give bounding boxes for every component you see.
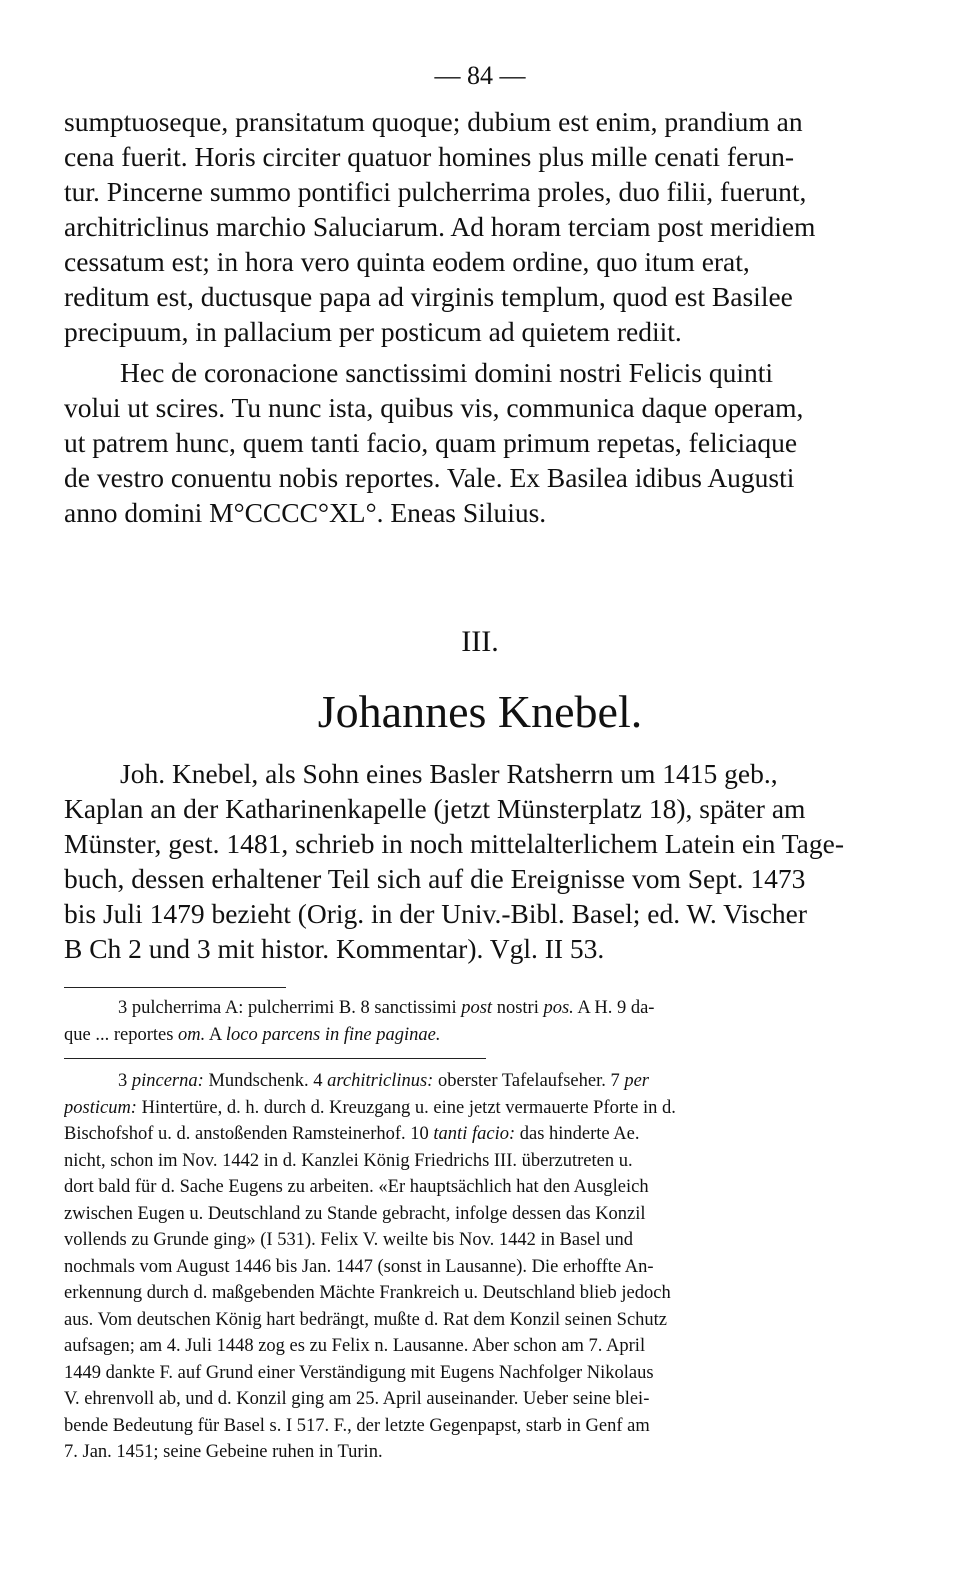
text-line: tur. Pincerne summo pontifici pulcherrima proles, duo filii, fuerunt, xyxy=(64,176,807,207)
italic-text: architriclinus: xyxy=(327,1071,434,1091)
footnote-line xyxy=(64,1360,894,1387)
italic-text: pos. xyxy=(543,998,574,1018)
text-line: cena fuerit. Horis circiter quatuor homines plus mille cenati ferun- xyxy=(64,141,795,172)
text-line: bis Juli 1479 bezieht (Orig. in der Univ.-Bibl. Basel; ed. W. Vischer xyxy=(64,898,808,929)
footnote-line xyxy=(64,1068,894,1095)
text-line: sumptuoseque, pransitatum quoque; dubium est enim, prandium an xyxy=(64,106,803,137)
footnote-line xyxy=(64,1413,894,1440)
note-text: Bischofshof u. d. anstoßenden Ramsteinerhof. 10 xyxy=(64,1124,434,1144)
footnote-rule xyxy=(64,1058,486,1059)
footnote-line xyxy=(64,1386,894,1413)
page-number: — 84 — xyxy=(434,61,526,90)
footnote-line xyxy=(64,1095,894,1122)
text-line: volui ut scires. Tu nunc ista, quibus vis, communica daque operam, xyxy=(64,392,804,423)
text-line: buch, dessen erhaltener Teil sich auf die Ereignisse vom Sept. 1473 xyxy=(64,863,806,894)
note-text: das hinderte Ae. xyxy=(515,1124,640,1144)
letter-closing xyxy=(64,355,896,530)
note-text: nicht, schon im Nov. 1442 in d. Kanzlei König Friedrichs III. überzutreten u. xyxy=(64,1150,633,1171)
footnote-line xyxy=(64,1121,894,1148)
note-text: zwischen Eugen u. Deutschland zu Stande gebracht, infolge dessen das Konzil xyxy=(64,1203,646,1224)
note-text: aus. Vom deutschen König hart bedrängt, mußte d. Rat dem Konzil seinen Schutz xyxy=(64,1309,668,1330)
italic-text: om. xyxy=(178,1024,206,1045)
italic-text: post xyxy=(461,998,493,1018)
apparatus-line xyxy=(64,1022,894,1049)
text-line: architriclinus marchio Saluciarum. Ad horam terciam post meridiem xyxy=(64,211,816,242)
footnotes xyxy=(64,1068,894,1466)
text-line: precipuum, in pallacium per posticum ad quietem rediit. xyxy=(64,316,682,347)
text-line: Münster, gest. 1481, schrieb in noch mittelalterlichem Latein ein Tage- xyxy=(64,828,844,859)
footnote-line xyxy=(64,1254,894,1281)
footnote-line xyxy=(64,1201,894,1228)
text-line: cessatum est; in hora vero quinta eodem ordine, quo itum erat, xyxy=(64,246,750,277)
note-text: Mundschenk. 4 xyxy=(203,1071,328,1091)
italic-text: pincerna: xyxy=(131,1071,204,1091)
text-line: anno domini M°CCCC°XL°. Eneas Siluius. xyxy=(64,497,547,528)
note-text: que ... reportes xyxy=(64,1024,179,1045)
note-text: dort bald für d. Sache Eugens zu arbeiten. «Er hauptsächlich hat den Ausgleich xyxy=(64,1177,649,1197)
italic-text: tanti facio: xyxy=(433,1124,516,1144)
text-line: B Ch 2 und 3 mit histor. Kommentar). Vgl. II 53. xyxy=(64,933,605,964)
apparatus-line xyxy=(64,995,894,1022)
footnote-line xyxy=(64,1227,894,1254)
italic-text: loco parcens in fine paginae. xyxy=(225,1024,441,1045)
footnote-line xyxy=(64,1439,894,1466)
text-line: Hec de coronacione sanctissimi domini nostri Felicis quinti xyxy=(120,357,774,388)
footnote-line xyxy=(64,1174,894,1201)
text-line: Kaplan an der Katharinenkapelle (jetzt Münsterplatz 18), später am xyxy=(64,793,806,824)
note-text: erkennung durch d. maßgebenden Mächte Frankreich u. Deutschland blieb jedoch xyxy=(64,1283,671,1303)
note-text: nochmals vom August 1446 bis Jan. 1447 (sonst in Lausanne). Die erhoffte An- xyxy=(64,1256,654,1277)
footnote-line xyxy=(64,1333,894,1360)
text-line: reditum est, ductusque papa ad virginis templum, quod est Basilee xyxy=(64,281,793,312)
note-text: Hintertüre, d. h. durch d. Kreuzgang u. eine jetzt vermauerte Pforte in d. xyxy=(136,1097,676,1118)
note-text: V. ehrenvoll ab, und d. Konzil ging am 25. April auseinander. Ueber seine blei- xyxy=(64,1389,650,1409)
footnote-line xyxy=(64,1280,894,1307)
note-text: nostri xyxy=(492,998,544,1018)
section-number: III. xyxy=(461,625,499,658)
section-title: Johannes Knebel. xyxy=(317,686,643,737)
note-text: aufsagen; am 4. Juli 1448 zog es zu Felix n. Lausanne. Aber schon am 7. April xyxy=(64,1336,646,1356)
text-line: de vestro conuentu nobis reportes. Vale. Ex Basilea idibus Augusti xyxy=(64,462,795,493)
critical-apparatus xyxy=(64,995,894,1048)
footnote-line xyxy=(64,1148,894,1175)
note-text: 3 pulcherrima A: pulcherrimi B. 8 sanctissimi xyxy=(118,998,462,1018)
text-line: ut patrem hunc, quem tanti facio, quam primum repetas, feliciaque xyxy=(64,427,798,458)
note-text: 1449 dankte F. auf Grund einer Verständigung mit Eugens Nachfolger Nikolaus xyxy=(64,1362,654,1383)
note-text: vollends zu Grunde ging» (I 531). Felix V. weilte bis Nov. 1442 in Basel und xyxy=(64,1230,633,1250)
note-text: A xyxy=(205,1024,226,1045)
footnote-line xyxy=(64,1307,894,1334)
note-text: bende Bedeutung für Basel s. I 517. F., der letzte Gegenpapst, starb in Genf am xyxy=(64,1415,650,1436)
apparatus-rule xyxy=(64,987,286,988)
italic-text: posticum: xyxy=(64,1097,137,1118)
note-text: 7. Jan. 1451; seine Gebeine ruhen in Turin. xyxy=(64,1442,383,1462)
letter-text xyxy=(64,104,896,349)
italic-text: per xyxy=(624,1071,650,1091)
note-text: A H. 9 da- xyxy=(573,998,655,1018)
intro-text xyxy=(64,756,896,966)
text-line: Joh. Knebel, als Sohn eines Basler Ratsherrn um 1415 geb., xyxy=(120,758,778,789)
note-text: 3 xyxy=(118,1071,132,1091)
note-text: oberster Tafelaufseher. 7 xyxy=(433,1071,625,1091)
